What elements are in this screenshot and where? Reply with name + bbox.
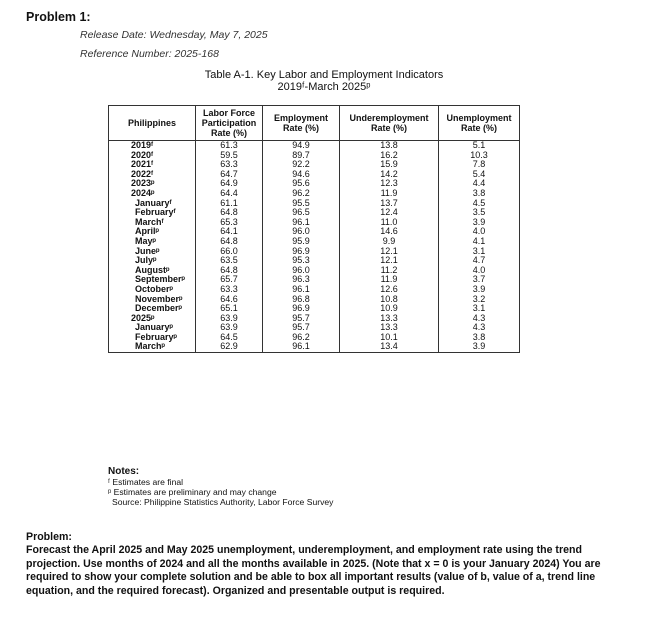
underemployment-cell: 14.6: [340, 227, 439, 237]
problem-heading: Problem:: [26, 531, 72, 543]
lfpr-cell: 63.3: [196, 285, 263, 295]
row-label-cell: 2023ᵖ: [109, 179, 196, 189]
lfpr-cell: 64.8: [196, 208, 263, 218]
lfpr-cell: 65.7: [196, 275, 263, 285]
table-row: [109, 179, 520, 189]
unemployment-cell: 3.8: [439, 189, 520, 199]
employment-cell: 95.7: [263, 314, 340, 324]
underemployment-cell: 16.2: [340, 151, 439, 161]
employment-cell: 96.1: [263, 218, 340, 228]
underemployment-cell: 10.1: [340, 333, 439, 343]
labor-indicators-table: [108, 105, 520, 353]
employment-cell: 95.3: [263, 256, 340, 266]
unemployment-cell: 4.0: [439, 266, 520, 276]
row-label-cell: Juneᵖ: [109, 247, 196, 257]
underemployment-cell: 10.9: [340, 304, 439, 314]
lfpr-cell: 66.0: [196, 247, 263, 257]
unemployment-cell: 4.5: [439, 199, 520, 209]
employment-cell: 96.3: [263, 275, 340, 285]
column-header-philippines: Philippines: [109, 106, 196, 141]
underemployment-cell: 14.2: [340, 170, 439, 180]
notes-block: [108, 467, 333, 507]
unemployment-cell: 10.3: [439, 151, 520, 161]
note-final: ᶠ Estimates are final: [108, 477, 184, 487]
unemployment-cell: 4.3: [439, 323, 520, 333]
table-header-row: [109, 106, 520, 141]
table-row: [109, 342, 520, 352]
lfpr-cell: 64.4: [196, 189, 263, 199]
note-preliminary: ᵖ Estimates are preliminary and may change: [108, 487, 277, 497]
table-body: [109, 141, 520, 353]
unemployment-cell: 3.1: [439, 247, 520, 257]
unemployment-cell: 3.5: [439, 208, 520, 218]
lfpr-cell: 63.9: [196, 314, 263, 324]
employment-cell: 96.0: [263, 227, 340, 237]
employment-cell: 96.9: [263, 247, 340, 257]
lfpr-cell: 64.7: [196, 170, 263, 180]
row-label-cell: Decemberᵖ: [109, 304, 196, 314]
table-row: [109, 247, 520, 257]
row-label-cell: Julyᵖ: [109, 256, 196, 266]
column-header-employment: Employment Rate (%): [263, 106, 340, 141]
notes-title: Notes:: [108, 466, 140, 477]
underemployment-cell: 13.3: [340, 323, 439, 333]
lfpr-cell: 63.5: [196, 256, 263, 266]
table-row: [109, 151, 520, 161]
employment-cell: 96.9: [263, 304, 340, 314]
table-row: [109, 237, 520, 247]
lfpr-cell: 62.9: [196, 342, 263, 352]
table-row: [109, 304, 520, 314]
column-header-unemployment: Unemployment Rate (%): [439, 106, 520, 141]
underemployment-cell: 12.1: [340, 256, 439, 266]
unemployment-cell: 4.1: [439, 237, 520, 247]
table-caption-title: Table A-1. Key Labor and Employment Indicators: [204, 69, 444, 81]
row-label-cell: Octoberᵖ: [109, 285, 196, 295]
lfpr-cell: 64.5: [196, 333, 263, 343]
lfpr-cell: 64.9: [196, 179, 263, 189]
lfpr-cell: 64.1: [196, 227, 263, 237]
lfpr-cell: 61.3: [196, 141, 263, 151]
employment-cell: 95.5: [263, 199, 340, 209]
unemployment-cell: 3.9: [439, 342, 520, 352]
employment-cell: 95.7: [263, 323, 340, 333]
row-label-cell: Marchᶠ: [109, 218, 196, 228]
employment-cell: 96.0: [263, 266, 340, 276]
row-label-cell: Novemberᵖ: [109, 295, 196, 305]
underemployment-cell: 11.9: [340, 189, 439, 199]
underemployment-cell: 15.9: [340, 160, 439, 170]
column-header-underemployment: Underemployment Rate (%): [340, 106, 439, 141]
underemployment-cell: 12.4: [340, 208, 439, 218]
lfpr-cell: 64.6: [196, 295, 263, 305]
table-row: [109, 333, 520, 343]
table-row: [109, 170, 520, 180]
row-label-cell: Aprilᵖ: [109, 227, 196, 237]
lfpr-cell: 64.8: [196, 266, 263, 276]
row-label-cell: 2021ᶠ: [109, 160, 196, 170]
unemployment-cell: 4.3: [439, 314, 520, 324]
underemployment-cell: 11.9: [340, 275, 439, 285]
employment-cell: 94.9: [263, 141, 340, 151]
unemployment-cell: 3.9: [439, 285, 520, 295]
note-source: Source: Philippine Statistics Authority, Labor Force Survey: [112, 497, 334, 507]
table-row: [109, 218, 520, 228]
underemployment-cell: 9.9: [340, 237, 439, 247]
employment-cell: 96.1: [263, 285, 340, 295]
unemployment-cell: 5.4: [439, 170, 520, 180]
unemployment-cell: 4.4: [439, 179, 520, 189]
problem-block: [26, 531, 636, 598]
employment-cell: 96.1: [263, 342, 340, 352]
row-label-cell: Marchᵖ: [109, 342, 196, 352]
unemployment-cell: 5.1: [439, 141, 520, 151]
lfpr-cell: 65.1: [196, 304, 263, 314]
row-label-cell: Februaryᵖ: [109, 333, 196, 343]
unemployment-cell: 3.2: [439, 295, 520, 305]
employment-cell: 92.2: [263, 160, 340, 170]
table-row: [109, 227, 520, 237]
employment-cell: 95.9: [263, 237, 340, 247]
underemployment-cell: 12.6: [340, 285, 439, 295]
row-label-cell: 2020ᶠ: [109, 151, 196, 161]
row-label-cell: Januaryᶠ: [109, 199, 196, 209]
release-date: Release Date: Wednesday, May 7, 2025: [80, 29, 268, 41]
lfpr-cell: 61.1: [196, 199, 263, 209]
lfpr-cell: 59.5: [196, 151, 263, 161]
unemployment-cell: 3.1: [439, 304, 520, 314]
underemployment-cell: 11.0: [340, 218, 439, 228]
employment-cell: 89.7: [263, 151, 340, 161]
row-label-cell: Septemberᵖ: [109, 275, 196, 285]
lfpr-cell: 64.8: [196, 237, 263, 247]
problem-title: Problem 1:: [26, 10, 91, 24]
underemployment-cell: 13.3: [340, 314, 439, 324]
employment-cell: 96.5: [263, 208, 340, 218]
underemployment-cell: 13.7: [340, 199, 439, 209]
table-row: [109, 208, 520, 218]
underemployment-cell: 13.4: [340, 342, 439, 352]
column-header-lfpr: Labor Force Participation Rate (%): [196, 106, 263, 141]
employment-cell: 95.6: [263, 179, 340, 189]
unemployment-cell: 3.8: [439, 333, 520, 343]
table-row: [109, 141, 520, 151]
unemployment-cell: 4.7: [439, 256, 520, 266]
row-label-cell: Februaryᶠ: [109, 208, 196, 218]
unemployment-cell: 4.0: [439, 227, 520, 237]
table-row: [109, 160, 520, 170]
underemployment-cell: 10.8: [340, 295, 439, 305]
employment-cell: 94.6: [263, 170, 340, 180]
employment-cell: 96.2: [263, 189, 340, 199]
underemployment-cell: 12.3: [340, 179, 439, 189]
underemployment-cell: 11.2: [340, 266, 439, 276]
row-label-cell: Augustᵖ: [109, 266, 196, 276]
employment-cell: 96.8: [263, 295, 340, 305]
row-label-cell: Januaryᵖ: [109, 323, 196, 333]
unemployment-cell: 3.9: [439, 218, 520, 228]
row-label-cell: 2024ᵖ: [109, 189, 196, 199]
reference-number: Reference Number: 2025-168: [80, 48, 219, 60]
row-label-cell: 2025ᵖ: [109, 314, 196, 324]
row-label-cell: Mayᵖ: [109, 237, 196, 247]
unemployment-cell: 7.8: [439, 160, 520, 170]
lfpr-cell: 63.9: [196, 323, 263, 333]
underemployment-cell: 12.1: [340, 247, 439, 257]
underemployment-cell: 13.8: [340, 141, 439, 151]
lfpr-cell: 65.3: [196, 218, 263, 228]
problem-text: Forecast the April 2025 and May 2025 unemployment, underemployment, and employment rate using the trend projection. Use months of 2024 and all the months available in 2025. (Note that x = 0 is your January 2024) You are required to show your complete solution and be able to box all important results (value of b, value of a, trend line equation, and the required forecast). Organized and presentable output is required.: [26, 544, 601, 597]
row-label-cell: 2019ᶠ: [109, 141, 196, 151]
table-row: [109, 256, 520, 266]
lfpr-cell: 63.3: [196, 160, 263, 170]
employment-cell: 96.2: [263, 333, 340, 343]
row-label-cell: 2022ᶠ: [109, 170, 196, 180]
unemployment-cell: 3.7: [439, 275, 520, 285]
table-caption-period: 2019ᶠ-March 2025ᵖ: [277, 81, 371, 93]
